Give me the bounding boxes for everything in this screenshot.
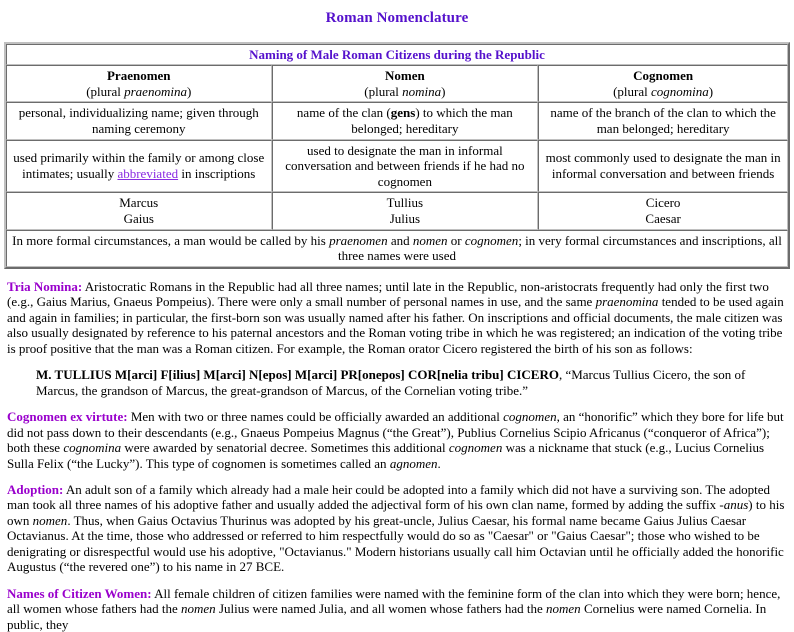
table-row-usage	[6, 140, 788, 193]
paragraph-text: Cornelius were named Cornelia. In public, they	[7, 601, 767, 632]
examples-nomen	[272, 192, 539, 229]
section-heading-adoption: Adoption:	[7, 481, 64, 497]
footer-part: In more formal circumstances, a man would be called by his	[12, 232, 330, 248]
column-header-cognomen-plural	[543, 84, 783, 100]
plural-prefix: (plural	[364, 83, 403, 99]
plural-suffix: )	[441, 83, 446, 99]
definition-praenomen: personal, individualizing name; given through naming ceremony	[6, 102, 272, 139]
examples-praenomen	[6, 192, 272, 229]
usage-praenomen-post: in inscriptions	[178, 166, 256, 182]
footer-part: and	[387, 232, 413, 248]
section-names-of-citizen-women	[4, 586, 790, 632]
column-header-cognomen-name: Cognomen	[633, 68, 694, 84]
section-cognomen-ex-virtute	[4, 409, 790, 471]
section-heading-cognomen-ex-virtute: Cognomen ex virtute:	[7, 409, 128, 425]
footer-italic: nomen	[412, 232, 448, 248]
page-title: Roman Nomenclature	[325, 10, 469, 26]
section-heading-tria-nomina: Tria Nomina:	[7, 278, 83, 294]
footer-italic: cognomen	[464, 232, 519, 248]
definition-nomen-pre: name of the clan (	[296, 105, 391, 121]
column-header-praenomen-plural	[11, 84, 267, 100]
plural-suffix: )	[186, 83, 192, 99]
paragraph-text: ) to his own	[7, 497, 785, 528]
paragraph-italic: praenomina	[595, 294, 659, 310]
table-caption-row	[6, 44, 788, 66]
paragraph-italic: cognomen	[503, 409, 557, 425]
plural-word: cognomina	[651, 83, 709, 99]
definition-cognomen: name of the branch of the clan to which the man belonged; hereditary	[538, 102, 788, 139]
usage-nomen: used to designate the man in informal conversation and between friends if he had no cognomen	[272, 140, 539, 193]
plural-prefix: (plural	[86, 83, 125, 99]
paragraph-text: Aristocratic Romans in the Republic had all three names; until late in the Republic, non-aristocrats frequently had only the first two (e.g., Gaius Marius, Gnaeus Pompeius). There were only a small number of personal names in use, and the same	[7, 278, 769, 310]
plural-prefix: (plural	[613, 83, 651, 99]
plural-suffix: )	[708, 83, 714, 99]
footer-part: ; in very formal circumstances and inscriptions, all three names were used	[337, 232, 782, 264]
table-caption: Naming of Male Roman Citizens during the Republic	[6, 44, 788, 66]
paragraph-italic: nomen	[546, 601, 581, 617]
inscription-latin: M. TULLIUS M[arci] F[ilius] M[arci] N[epos] M[arci] PR[onepos] COR[nelia tribu] CICERO	[36, 367, 559, 383]
table-footer-row	[6, 230, 788, 267]
footer-italic: praenomen	[329, 232, 388, 248]
table-row-examples	[6, 192, 788, 229]
cicero-inscription-block	[4, 367, 790, 398]
usage-praenomen	[6, 140, 272, 193]
paragraph-text: Men with two or three names could be officially awarded an additional	[127, 409, 504, 425]
example-line: Marcus	[119, 195, 159, 211]
definition-nomen-gens: gens	[390, 105, 416, 121]
definition-nomen	[272, 102, 539, 139]
example-line: Caesar	[645, 211, 681, 227]
column-header-nomen-plural	[277, 84, 534, 100]
paragraph-text: Julius were named Julia, and all women whose fathers had the	[215, 601, 547, 617]
plural-word: nomina	[402, 83, 442, 99]
paragraph-text: An adult son of a family which already had a male heir could be adopted into a family which did not have a surviving son. The adopted man took all three names of his adoptive father and usually added the adjectival form of his own clan name, formed by adding the suffix	[7, 481, 770, 513]
example-line: Julius	[389, 211, 421, 227]
plural-word: praenomina	[124, 83, 187, 99]
paragraph-italic: cognomen	[448, 440, 503, 456]
paragraph-text: was a nickname that stuck (e.g., Lucius Cornelius Sulla Felix (“the Lucky”). This type of cognomen is sometimes called an	[7, 440, 765, 471]
usage-praenomen-pre: used primarily within the family or among close intimates; usually	[13, 150, 265, 182]
table-header-row	[6, 65, 788, 102]
column-header-nomen-name: Nomen	[385, 68, 425, 84]
paragraph-text: tended to be used again and again in families; in particular, the first-born son was usually named after his father. On inscriptions and official documents, the male citizen was also usually designated by reference to his paternal ancestors and the Roman voting tribe in which he was registered; an indication of the voting tribe is proof positive that the man was a Roman citizen. For example, the Roman orator Cicero registered the birth of his son as follows:	[7, 294, 784, 356]
section-adoption	[4, 482, 790, 575]
footer-part: or	[447, 232, 465, 248]
paragraph-italic: agnomen	[389, 455, 438, 471]
column-header-nomen	[272, 65, 539, 102]
paragraph-text: were awarded by senatorial decree. Sometimes this additional	[121, 440, 449, 456]
column-header-praenomen-name: Praenomen	[106, 68, 171, 84]
table-row-definition	[6, 102, 788, 139]
paragraph-text: .	[437, 455, 441, 471]
paragraph-italic: -anus	[719, 497, 749, 513]
example-line: Tullius	[386, 195, 424, 211]
paragraph-italic: nomen	[32, 512, 68, 528]
paragraph-italic: cognomina	[63, 440, 122, 456]
example-line: Gaius	[123, 211, 154, 227]
section-tria-nomina	[4, 279, 790, 356]
section-heading-names-of-citizen-women: Names of Citizen Women:	[7, 585, 152, 601]
example-line: Cicero	[645, 195, 681, 211]
inscription-translation: , “Marcus Tullius Cicero, the son of Marcus, the grandson of Marcus, the great-grandson of Marcus, of the Cornelian voting tribe.”	[36, 367, 746, 398]
column-header-praenomen	[6, 65, 272, 102]
abbreviated-link[interactable]: abbreviated	[117, 166, 179, 182]
paragraph-italic: nomen	[181, 601, 216, 617]
definition-nomen-post: ) to which the man belonged; hereditary	[351, 105, 513, 137]
usage-cognomen: most commonly used to designate the man in informal conversation and between friends	[538, 140, 788, 193]
roman-names-table	[4, 42, 790, 269]
paragraph-text: All female children of citizen families were named with the feminine form of the clan into which they were born; hence, all women whose fathers had the	[7, 585, 781, 617]
paragraph-text: . Thus, when Gaius Octavius Thurinus was adopted by his great-uncle, Julius Caesar, his formal name became Gaius Julius Caesar Octavianus. At the time, those who addressed or referred to him respectfully would do so as "Caesar" or "Gaius Caesar"; those who wished to be denigrating or disrespectful would use his adoptive, "Octavianus." Modern historians usually call him Octavian until he officially added the honorific Augustus (“the revered one”) to his name in 27 BCE.	[7, 512, 784, 575]
paragraph-text: , an “honorific” which they bore for life but did not pass down to their descendants (e.g., Gnaeus Pompeius Magnus (“the Great”), Publius Cornelius Scipio Africanus (“conqueror of Africa”); both these	[7, 409, 784, 456]
column-header-cognomen	[538, 65, 788, 102]
table-footer-note	[6, 230, 788, 267]
examples-cognomen	[538, 192, 788, 229]
